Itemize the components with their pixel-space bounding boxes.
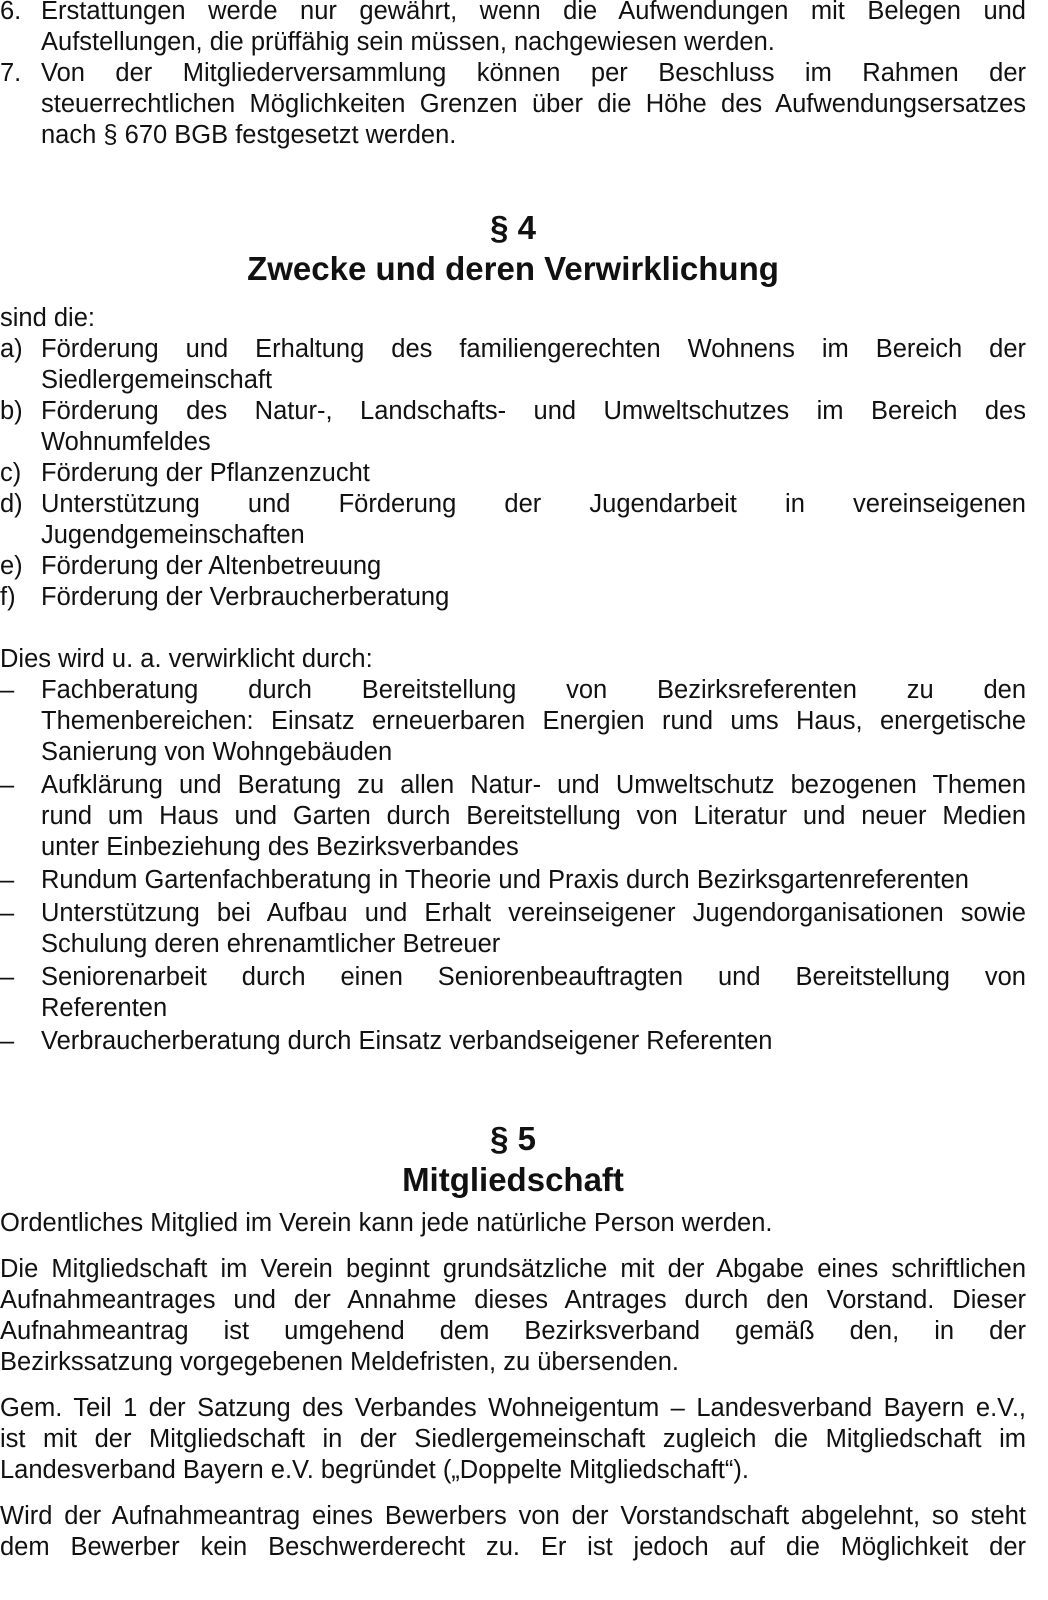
list-item-text [41, 489, 1026, 551]
section-4-title: Zwecke und deren Verwirklichung [247, 250, 779, 287]
means-list [0, 675, 1026, 1057]
list-item-text [41, 0, 1026, 58]
text-line: Schulung deren ehrenamtlicher Betreuer [41, 930, 501, 958]
section-4-number: § 4 [490, 209, 536, 246]
purpose-item [0, 489, 1026, 551]
list-item-text [41, 458, 1026, 489]
list-item-text [41, 551, 1026, 582]
paragraph [0, 1208, 1026, 1239]
text-line: Siedlergemeinschaft [41, 366, 273, 394]
text-line: Förderung der Verbraucherberatung [41, 583, 450, 611]
list-marker: b) [0, 397, 23, 425]
paragraph [0, 1501, 1026, 1563]
section-5-title: Mitgliedschaft [402, 1161, 624, 1198]
list-marker: – [0, 866, 15, 894]
list-item-text [41, 898, 1026, 960]
text-line: nach § 670 BGB festgesetzt werden. [41, 121, 457, 149]
text-line: steuerrechtlichen Möglichkeiten Grenzen über die Höhe des Aufwendungsersatzes [41, 90, 1026, 118]
list-item [0, 58, 1026, 151]
means-item [0, 1026, 1026, 1057]
list-marker: a) [0, 335, 23, 363]
text-line: Die Mitgliedschaft im Verein beginnt grundsätzliche mit der Abgabe eines schriftlichen [0, 1255, 1026, 1283]
text-line: Sanierung von Wohngebäuden [41, 738, 393, 766]
text-line: Aufstellungen, die prüffähig sein müssen, nachgewiesen werden. [41, 28, 775, 56]
list-marker: c) [0, 459, 22, 487]
paragraph [0, 1393, 1026, 1486]
text-line: Themenbereichen: Einsatz erneuerbaren Energien rund ums Haus, energetische [41, 707, 1026, 735]
text-line: Förderung des Natur-, Landschafts- und Umweltschutzes im Bereich des [41, 397, 1026, 425]
list-marker: d) [0, 490, 23, 518]
text-line: Fachberatung durch Bereitstellung von Bezirksreferenten zu den [41, 676, 1026, 704]
text-line: Förderung der Pflanzenzucht [41, 459, 370, 487]
list-item-text [41, 962, 1026, 1024]
paragraph [0, 1254, 1026, 1378]
list-marker: – [0, 963, 15, 991]
text-line: Unterstützung und Förderung der Jugendarbeit in vereinseigenen [41, 490, 1026, 518]
text-line: Erstattungen werde nur gewährt, wenn die Aufwendungen mit Belegen und [41, 0, 1026, 25]
list-marker: f) [0, 583, 16, 611]
list-item-text [41, 582, 1026, 613]
list-item-text [41, 396, 1026, 458]
means-item [0, 865, 1026, 896]
text-line: ist mit der Mitgliedschaft in der Siedlergemeinschaft zugleich die Mitgliedschaft im [0, 1425, 1026, 1453]
text-line: Gem. Teil 1 der Satzung des Verbandes Wohneigentum – Landesverband Bayern e.V., [0, 1394, 1026, 1422]
purpose-item [0, 458, 1026, 489]
text-line: Aufnahmeantrages und der Annahme dieses Antrages durch den Vorstand. Dieser [0, 1286, 1026, 1314]
means-intro: Dies wird u. a. verwirklicht durch: [0, 645, 373, 673]
list-marker: e) [0, 552, 23, 580]
list-item-text [41, 58, 1026, 151]
list-marker: – [0, 676, 15, 704]
text-line: Rundum Gartenfachberatung in Theorie und Praxis durch Bezirksgartenreferenten [41, 866, 969, 894]
list-item-text [41, 334, 1026, 396]
means-item [0, 898, 1026, 960]
text-line: Wohnumfeldes [41, 428, 211, 456]
text-line: unter Einbeziehung des Bezirksverbandes [41, 833, 519, 861]
purpose-item [0, 396, 1026, 458]
text-line: Referenten [41, 994, 168, 1022]
means-item [0, 962, 1026, 1024]
purpose-item [0, 582, 1026, 613]
text-line: Seniorenarbeit durch einen Seniorenbeauftragten und Bereitstellung von [41, 963, 1026, 991]
text-line: Unterstützung bei Aufbau und Erhalt vereinseigener Jugendorganisationen sowie [41, 899, 1026, 927]
text-line: Wird der Aufnahmeantrag eines Bewerbers von der Vorstandschaft abgelehnt, so steht [0, 1502, 1026, 1530]
list-marker: 7. [0, 59, 22, 87]
purpose-item [0, 551, 1026, 582]
list-marker: – [0, 771, 15, 799]
means-item [0, 770, 1026, 863]
reimbursement-list [0, 0, 1026, 151]
text-line: dem Bewerber kein Beschwerderecht zu. Er ist jedoch auf die Möglichkeit der [0, 1533, 1026, 1561]
purposes-list [0, 334, 1026, 613]
section-5-number: § 5 [490, 1120, 536, 1157]
text-line: Förderung der Altenbetreuung [41, 552, 382, 580]
text-line: Verbraucherberatung durch Einsatz verbandseigener Referenten [41, 1027, 773, 1055]
list-item-text [41, 865, 1026, 896]
text-line: Aufklärung und Beratung zu allen Natur- und Umweltschutz bezogenen Themen [41, 771, 1026, 799]
text-line: Förderung und Erhaltung des familiengerechten Wohnens im Bereich der [41, 335, 1026, 363]
purposes-intro: sind die: [0, 304, 95, 332]
list-item-text [41, 675, 1026, 768]
text-line: Aufnahmeantrag ist umgehend dem Bezirksverband gemäß den, in der [0, 1317, 1026, 1345]
list-marker: 6. [0, 0, 22, 25]
list-item-text [41, 770, 1026, 863]
text-line: Von der Mitgliederversammlung können per Beschluss im Rahmen der [41, 59, 1026, 87]
means-item [0, 675, 1026, 768]
text-line: Bezirkssatzung vorgegebenen Meldefristen, zu übersenden. [0, 1348, 679, 1376]
text-line: Jugendgemeinschaften [41, 521, 305, 549]
purpose-item [0, 334, 1026, 396]
text-line: Ordentliches Mitglied im Verein kann jede natürliche Person werden. [0, 1209, 773, 1237]
text-line: Landesverband Bayern e.V. begründet („Doppelte Mitgliedschaft“). [0, 1456, 749, 1484]
text-line: rund um Haus und Garten durch Bereitstellung von Literatur und neuer Medien [41, 802, 1026, 830]
list-item-text [41, 1026, 1026, 1057]
list-item [0, 0, 1026, 58]
list-marker: – [0, 899, 15, 927]
membership-paragraphs [0, 1208, 1026, 1563]
list-marker: – [0, 1027, 15, 1055]
